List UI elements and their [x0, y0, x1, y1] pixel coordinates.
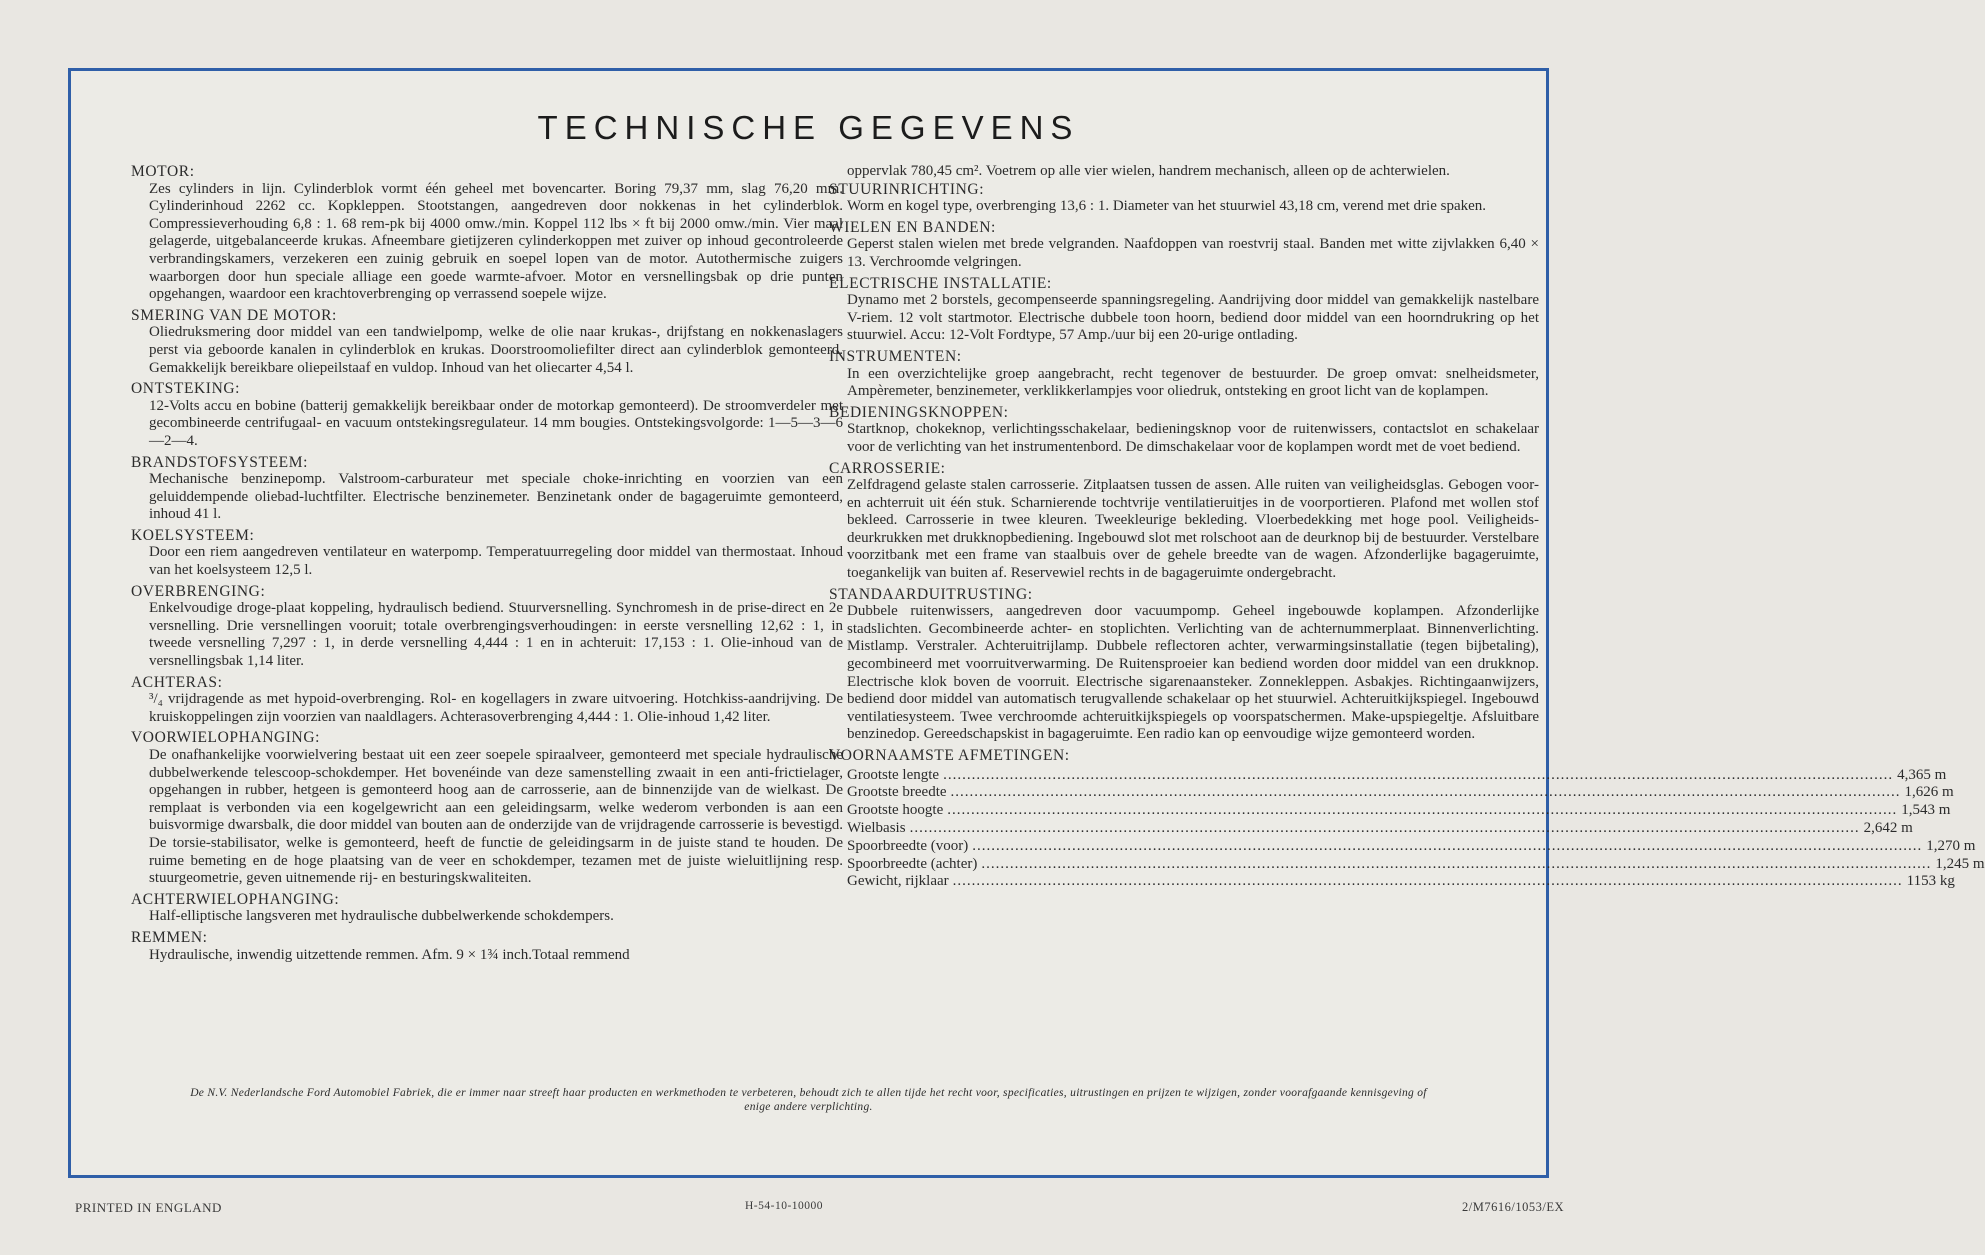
section-heading: CARROSSERIE:	[829, 459, 946, 477]
dimension-value: 1153 kg	[1906, 873, 1955, 890]
spec-section	[829, 275, 1539, 345]
section-text: De onafhankelijke voorwielvering bestaat uit een zeer soepele spiraalveer, gemonteerd met speciale hydraulische dubbelwerkende telescoop-schokdemper. Het bovenéinde van deze samenstelling zwaait in een anti-frictielager, opgehangen in rubber, hetgeen is gemonteerd hoog aan de carrosserie, aan de binnenzijde van de wielkast. De remplaat is verbonden via een kogelgewricht aan een geleidingsarm, welke wederom verbonden is aan een buisvormige dwarsbalk, die door middel van bouten aan de onderzijde van de vrijdragende carrosserie is bevestigd. De torsie-stabilisator, welke is gemonteerd, heeft de functie de geleidingsarm in de juiste stand te houden. De ruime bemeting en de hoge plaatsing van de veer en schokdemper, tezamen met de juiste wieluitlijning resp. stuurgeometrie, geven uitnemende rij- en besturingskwaliteiten.	[149, 747, 843, 887]
section-heading: BRANDSTOFSYSTEEM:	[131, 453, 309, 471]
dimension-label: Grootste breedte	[847, 784, 947, 801]
dimension-label: Spoorbreedte (achter)	[847, 855, 978, 872]
section-heading: MOTOR:	[131, 163, 195, 180]
dimensions-table	[847, 766, 1985, 892]
dimensions-section	[829, 747, 1985, 891]
spec-section	[829, 181, 1539, 216]
dimension-row	[847, 873, 1955, 891]
spec-section	[131, 729, 843, 887]
section-heading: OVERBRENGING:	[131, 582, 266, 600]
remmen-continuation: oppervlak 780,45 cm². Voetrem op alle vier wielen, handrem mechanisch, alleen op de achterwielen.	[847, 163, 1450, 179]
dimension-label: Wielbasis	[847, 819, 906, 836]
section-heading: STUURINRICHTING:	[829, 180, 985, 198]
dot-leader: ........................................................................................................................................................................................................	[909, 819, 1860, 836]
section-text: Door een riem aangedreven ventilateur en waterpomp. Temperatuurregeling door middel van thermostaat. Inhoud van het koelsysteem 12,5 l.	[149, 544, 843, 579]
section-heading: ACHTERAS:	[131, 673, 223, 691]
dimension-value: 4,365 m	[1897, 766, 1947, 783]
spec-section	[131, 891, 843, 926]
dot-leader: ........................................................................................................................................................................................................	[947, 802, 1898, 819]
disclaimer: De N.V. Nederlandsche Ford Automobiel Fabriek, die er immer naar streeft haar producten en werkmethoden te verbeteren, behoudt zich te allen tijde het recht voor, specificaties, uitrustingen en prijzen te wijzigen, zonder voorafgaande kennisgeving of enige andere verplichting.	[190, 1087, 1427, 1113]
spec-section	[829, 586, 1539, 744]
section-text: Hydraulische, inwendig uitzettende remmen. Afm. 9 × 1¾ inch.Totaal remmend	[149, 946, 630, 963]
spec-section	[829, 404, 1539, 457]
section-text: Zelfdragend gelaste stalen carrosserie. Zitplaatsen tussen de assen. Alle ruiten van veiligheidsglas. Gebogen voor- en achterruit uit één stuk. Scharnierende tochtvrije ventilatieruitjes in de voorportieren. Plafond met wollen stof bekleed. Carrosserie in twee kleuren. Tweekleurige bekleding. Vloerbedekking met hoge pool. Veiligheids-deurkrukken met drukknopbediening. Ingebouwd slot met rolschoot aan de deurknop bij de bestuurder. Verstelbare voorzitbank met een frame van staalbuis over de gehele breedte van de wagen. Afzonderlijke bagageruimte, toegankelijk van buiten af. Reservewiel rechts in de bagageruimte ondergebracht.	[847, 477, 1539, 582]
section-text: ³/₄ vrijdragende as met hypoid-overbrenging. Rol- en kogellagers in zware uitvoering. Hotchkiss-aandrijving. De kruiskoppelingen zijn voorzien van naaldlagers. Achterasoverbrenging 4,444 : 1. Olie-inhoud 1,42 liter.	[149, 691, 843, 725]
section-text: Worm en kogel type, overbrenging 13,6 : 1. Diameter van het stuurwiel 43,18 cm, verend met drie spaken.	[847, 198, 1487, 215]
section-heading: WIELEN EN BANDEN:	[829, 218, 996, 236]
dimension-label: Grootste lengte	[847, 766, 940, 783]
spec-section	[131, 583, 843, 671]
dimension-label: Gewicht, rijklaar	[847, 873, 949, 890]
dimension-row	[847, 766, 1947, 785]
section-text: In een overzichtelijke groep aangebracht, recht tegenover de bestuurder. De groep omvat: snelheidsmeter, Ampèremeter, benzinemeter, verklikkerlampjes voor oliedruk, ontsteking en groot licht van de koplampen.	[847, 365, 1539, 400]
section-heading: BEDIENINGSKNOPPEN:	[829, 403, 1009, 421]
section-text: Dynamo met 2 borstels, gecompenseerde spanningsregeling. Aandrijving door middel van gemakkelijk nastelbare V-riem. 12 volt startmotor. Electrische dubbele toon hoorn, bediend door middel van een hoorndrukring op het stuurwiel. Accu: 12-Volt Fordtype, 57 Amp./uur bij een 20-urige ontlading.	[847, 292, 1539, 344]
footer-printed: PRINTED IN ENGLAND	[75, 1200, 222, 1215]
dimension-row	[847, 819, 1913, 838]
dot-leader: ........................................................................................................................................................................................................	[943, 766, 1894, 783]
spec-section	[829, 219, 1539, 272]
dimension-row	[847, 802, 1951, 820]
section-heading: STANDAARDUITRUSTING:	[829, 585, 1033, 603]
spec-section	[131, 674, 843, 727]
left-column	[131, 163, 843, 967]
dimension-row	[847, 855, 1985, 874]
section-heading: VOORNAAMSTE AFMETINGEN:	[829, 747, 1070, 764]
spec-section	[131, 307, 843, 377]
dot-leader: ........................................................................................................................................................................................................	[952, 873, 1903, 890]
section-text: Zes cylinders in lijn. Cylinderblok vormt één geheel met bovencarter. Boring 79,37 mm, slag 76,20 mm. Cylinderinhoud 2262 cc. Kopkleppen. Stootstangen, aangedreven door nokkenas in het cylinderblok. Compressieverhouding 6,8 : 1. 68 rem-pk bij 4000 omw./min. Koppel 112 lbs × ft bij 2000 omw./min. Vier maal gelagerde, uitgebalanceerde krukas. Afneembare gietijzeren cylinderkoppen met zuiver op inhoud gecontroleerde verbrandingskamers, verzekeren een zuinig gebruik en soepel lopen van de motor. Autothermische zuigers waarborgen door hun speciale alliage een goede warmte-afvoer. Motor en versnellingsbak op drie punten opgehangen, waardoor een krachtoverbrenging op verrassend soepele wijze.	[149, 180, 843, 303]
dimension-value: 2,642 m	[1863, 819, 1913, 836]
dimension-value: 1,626 m	[1904, 784, 1954, 801]
section-text: Enkelvoudige droge-plaat koppeling, hydraulisch bediend. Stuurversnelling. Synchromesh in de prise-direct en 2e versnelling. Drie versnellingen vooruit; totale overbrengingsverhoudingen: in eerste versnelling 12,62 : 1, in tweede versnelling 7,297 : 1, in derde versnelling 4,444 : 1 en in achteruit: 17,153 : 1. Olie-inhoud van de versnellingsbak 1,14 liter.	[149, 600, 843, 670]
section-text: Dubbele ruitenwissers, aangedreven door vacuumpomp. Geheel ingebouwde koplampen. Afzonderlijke stadslichten. Gecombineerde achter- en stoplichten. Verlichting van de achternummerplaat. Binnenverlichting. Mistlamp. Verstraler. Achteruitrijlamp. Dubbele reflectoren achter, verwarmingsinstallatie (tegen bijbetaling), gecombineerd met voorruitverwarming. De Ruitensproeier kan bediend worden door middel van een drukknop. Electrische klok boven de voorruit. Electrische sigarenaansteker. Zonnekleppen. Asbakjes. Richtingaanwijzers, bediend door middel van automatisch terugvallende schakelaar op het stuurwiel. Achteruitkijkspiegel. Ingebouwd ventilatiesysteem. Twee verchroomde achteruitkijkspiegels op voorspatschermen. Make-upspiegeltje. Afsluitbare benzinedop. Gereedschapskist in bagageruimte. Een radio kan op eenvoudige wijze gemonteerd worden.	[847, 603, 1539, 743]
section-text: 12-Volts accu en bobine (batterij gemakkelijk bereikbaar onder de motorkap gemonteerd). De stroomverdeler met gecombineerde centrifugaal- en vacuum ontstekingsregulateur. 14 mm bougies. Ontstekingsvolgorde: 1—5—3—6—2—4.	[149, 397, 843, 449]
section-text: Startknop, chokeknop, verlichtingsschakelaar, bedieningsknop voor de ruitenwissers, contactslot en schakelaar voor de verlichting van het instrumentenbord. De dimschakelaar voor de koplampen wordt met de voet bediend.	[847, 421, 1539, 455]
right-sections	[829, 181, 1539, 744]
page-title: TECHNISCHE GEGEVENS	[537, 109, 1080, 146]
footer-code: H-54-10-10000	[745, 1200, 824, 1212]
section-heading: KOELSYSTEEM:	[131, 526, 255, 544]
section-heading: REMMEN:	[131, 928, 208, 946]
section-heading: ONTSTEKING:	[131, 380, 241, 398]
dimension-label: Spoorbreedte (voor)	[847, 837, 969, 854]
dot-leader: ........................................................................................................................................................................................................	[950, 784, 1901, 801]
section-text: Mechanische benzinepomp. Valstroom-carburateur met speciale choke-inrichting en voorzien van een geluiddempende oliebad-luchtfilter. Electrische benzinemeter. Benzinetank onder de bagageruimte gemonteerd, inhoud 41 l.	[149, 471, 843, 523]
right-column	[829, 163, 1985, 894]
spec-section	[829, 460, 1539, 583]
section-heading: VOORWIELOPHANGING:	[131, 729, 321, 747]
dimension-row	[847, 784, 1954, 802]
section-heading: SMERING VAN DE MOTOR:	[131, 306, 337, 324]
footer-reference: 2/M7616/1053/EX	[1462, 1200, 1564, 1214]
section-heading: ELECTRISCHE INSTALLATIE:	[829, 274, 1052, 292]
spec-section	[131, 454, 843, 524]
dimension-value: 1,543 m	[1901, 802, 1951, 819]
section-text: Geperst stalen wielen met brede velgranden. Naafdoppen van roestvrij staal. Banden met witte zijvlakken 6,40 × 13. Verchroomde velgringen.	[847, 236, 1539, 270]
section-text: Half-elliptische langsveren met hydraulische dubbelwerkende schokdempers.	[149, 908, 614, 925]
section-heading: ACHTERWIELOPHANGING:	[131, 890, 340, 908]
dimension-value: 1,245 m	[1935, 855, 1985, 872]
dimension-label: Grootste hoogte	[847, 802, 944, 819]
dot-leader: ........................................................................................................................................................................................................	[981, 855, 1932, 872]
spec-section	[131, 380, 843, 450]
spec-section	[829, 348, 1539, 401]
section-text: Oliedruksmering door middel van een tandwielpomp, welke de olie naar krukas-, drijfstang en nokkenaslagers perst via geboorde kanalen in cylinderblok en krukas. Doorstroomoliefilter direct aan cylinderblok gemonteerd. Gemakkelijk bereikbare oliepeilstaaf en vuldop. Inhoud van het oliecarter 4,54 l.	[149, 324, 843, 376]
spec-section	[131, 163, 843, 304]
page-frame	[68, 68, 1985, 1178]
section-heading: INSTRUMENTEN:	[829, 347, 962, 365]
dimension-value: 1,270 m	[1926, 837, 1976, 854]
spec-section	[131, 527, 843, 580]
dimension-row	[847, 837, 1976, 856]
dot-leader: ........................................................................................................................................................................................................	[972, 837, 1923, 854]
spec-section	[131, 929, 843, 964]
